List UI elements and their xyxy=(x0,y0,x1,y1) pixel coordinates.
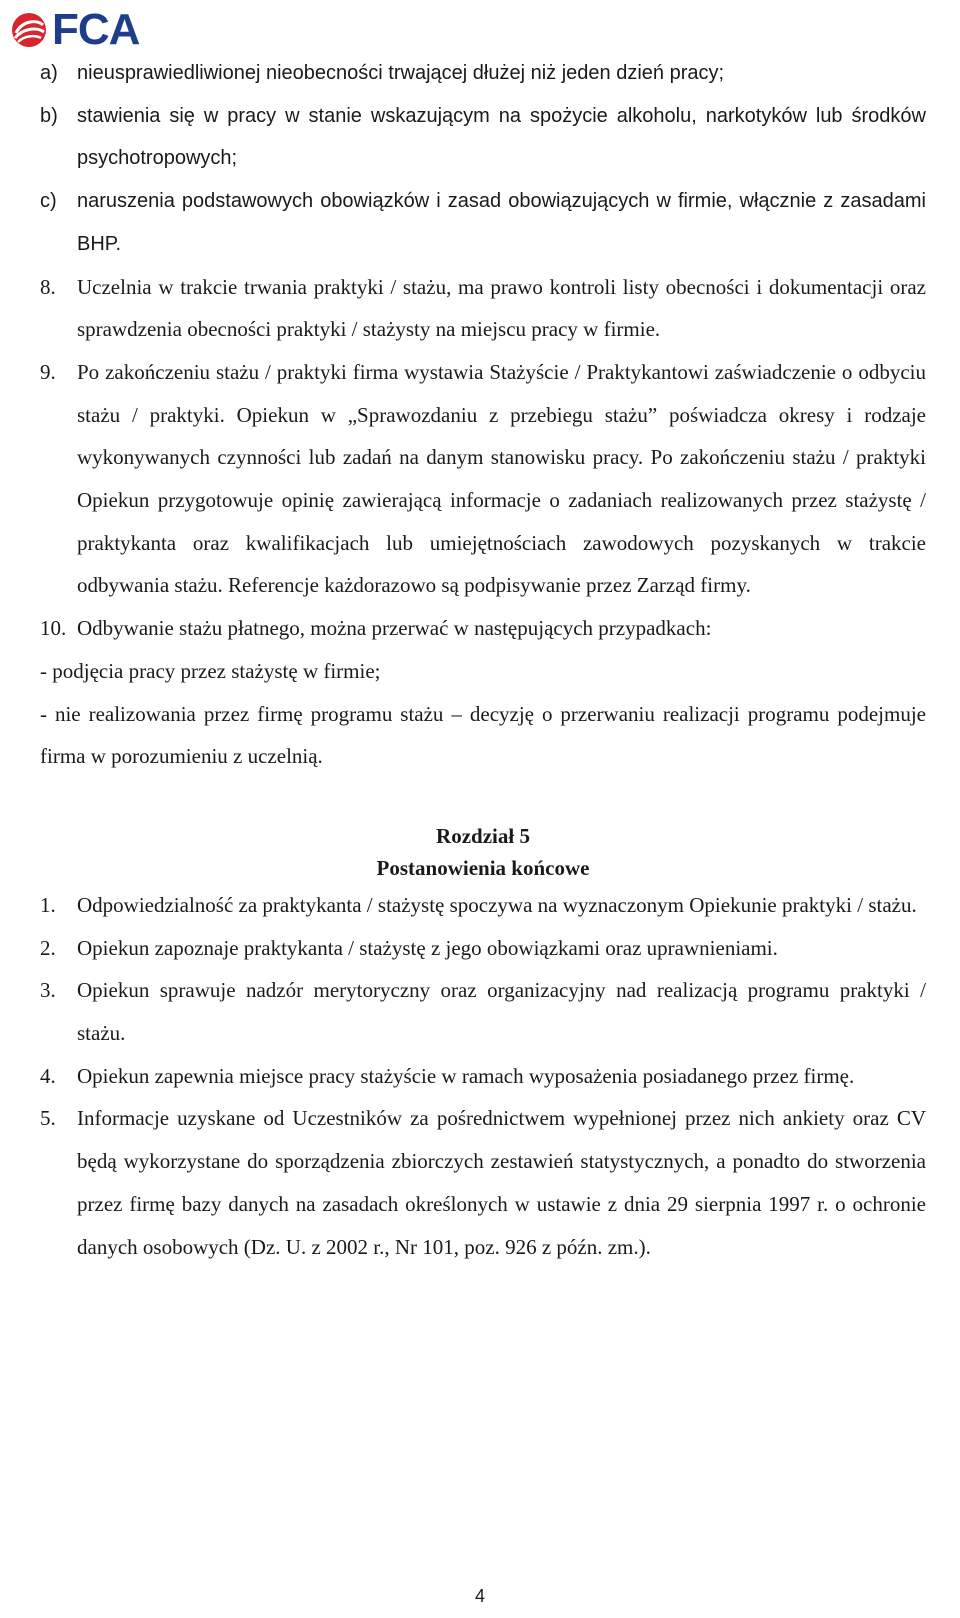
list-item-c xyxy=(40,180,926,265)
item-marker: 4. xyxy=(40,1063,56,1088)
chapter-number: Rozdział 5 xyxy=(436,823,530,848)
company-logo xyxy=(10,5,140,54)
item-marker: 1. xyxy=(40,892,56,917)
final-item-3 xyxy=(40,969,926,1054)
item-marker: 5. xyxy=(40,1106,56,1131)
list-marker: c) xyxy=(40,190,57,213)
document-body xyxy=(40,52,926,1268)
item-text: Opiekun zapewnia miejsce pracy stażyście w ramach wyposażenia posiadanego przez firmę. xyxy=(77,1063,855,1088)
item-text: Odpowiedzialność za praktykanta / stażystę spoczywa na wyznaczonym Opiekunie praktyki / stażu. xyxy=(77,892,917,917)
list-item-a xyxy=(40,52,926,95)
item-text: Uczelnia w trakcie trwania praktyki / stażu, ma prawo kontroli listy obecności i dokumentacji oraz sprawdzenia obecności praktyki / stażysty na miejscu pracy w firmie. xyxy=(77,274,926,342)
item-marker: 8. xyxy=(40,274,56,299)
page-number: 4 xyxy=(474,1586,485,1606)
item-10 xyxy=(40,607,926,650)
fca-swirl-logo-icon xyxy=(10,11,48,49)
list-text: stawienia się w pracy w stanie wskazującym na spożycie alkoholu, narkotyków lub środków psychotropowych; xyxy=(77,104,926,170)
final-item-4 xyxy=(40,1055,926,1098)
item-marker: 3. xyxy=(40,978,56,1003)
item-9 xyxy=(40,351,926,607)
item-marker: 10. xyxy=(40,616,67,641)
list-item-b xyxy=(40,95,926,180)
list-abc xyxy=(40,52,926,266)
dash-item: - podjęcia pracy przez stażystę w firmie; xyxy=(40,658,381,683)
list-text: naruszenia podstawowych obowiązków i zasad obowiązujących w firmie, włącznie z zasadami BHP. xyxy=(77,190,926,255)
chapter-title: Postanowienia końcowe xyxy=(376,855,590,880)
list-marker: a) xyxy=(40,62,58,84)
item-marker: 2. xyxy=(40,935,56,960)
list-text: nieusprawiedliwionej nieobecności trwającej dłużej niż jeden dzień pracy; xyxy=(77,62,725,84)
item-text: Opiekun sprawuje nadzór merytoryczny oraz organizacyjny nad realizacją programu praktyki / stażu. xyxy=(77,978,926,1046)
item-8 xyxy=(40,266,926,351)
item-text: Po zakończeniu stażu / praktyki firma wystawia Stażyście / Praktykantowi zaświadczenie o odbyciu stażu / praktyki. Opiekun w „Sprawozdaniu z przebiegu stażu” poświadcza okresy i rodzaje wykonywanych czynności lub zadań na danym stanowisku pracy. Po zakończeniu stażu / praktyki Opiekun przygotowuje opinię zawierającą informacje o zadaniach realizowanych przez stażystę / praktykanta oraz kwalifikacjach lub umiejętnościach zawodowych pozyskanych w trakcie odbywania stażu. Referencje każdorazowo są podpisywanie przez Zarząd firmy. xyxy=(77,359,926,598)
logo-wordmark: FCA xyxy=(52,5,140,54)
final-item-1 xyxy=(40,884,926,927)
item-text: Informacje uzyskane od Uczestników za pośrednictwem wypełnionej przez nich ankiety oraz CV będą wykorzystane do sporządzenia zbiorczych zestawień statystycznych, a ponadto do stworzenia przez firmę bazy danych na zasadach określonych w ustawie z dnia 29 sierpnia 1997 r. o ochronie danych osobowych (Dz. U. z 2002 r., Nr 101, poz. 926 z późn. zm.). xyxy=(77,1106,926,1259)
final-item-2 xyxy=(40,927,926,970)
list-marker: b) xyxy=(40,104,58,127)
final-item-5 xyxy=(40,1097,926,1268)
dash-item: - nie realizowania przez firmę programu stażu – decyzję o przerwaniu realizacji programu podejmuje firma w porozumieniu z uczelnią. xyxy=(40,701,926,769)
item-text: Odbywanie stażu płatnego, można przerwać w następujących przypadkach: xyxy=(77,616,712,641)
item-marker: 9. xyxy=(40,359,56,384)
item-text: Opiekun zapoznaje praktykanta / stażystę z jego obowiązkami oraz uprawnieniami. xyxy=(77,935,778,960)
